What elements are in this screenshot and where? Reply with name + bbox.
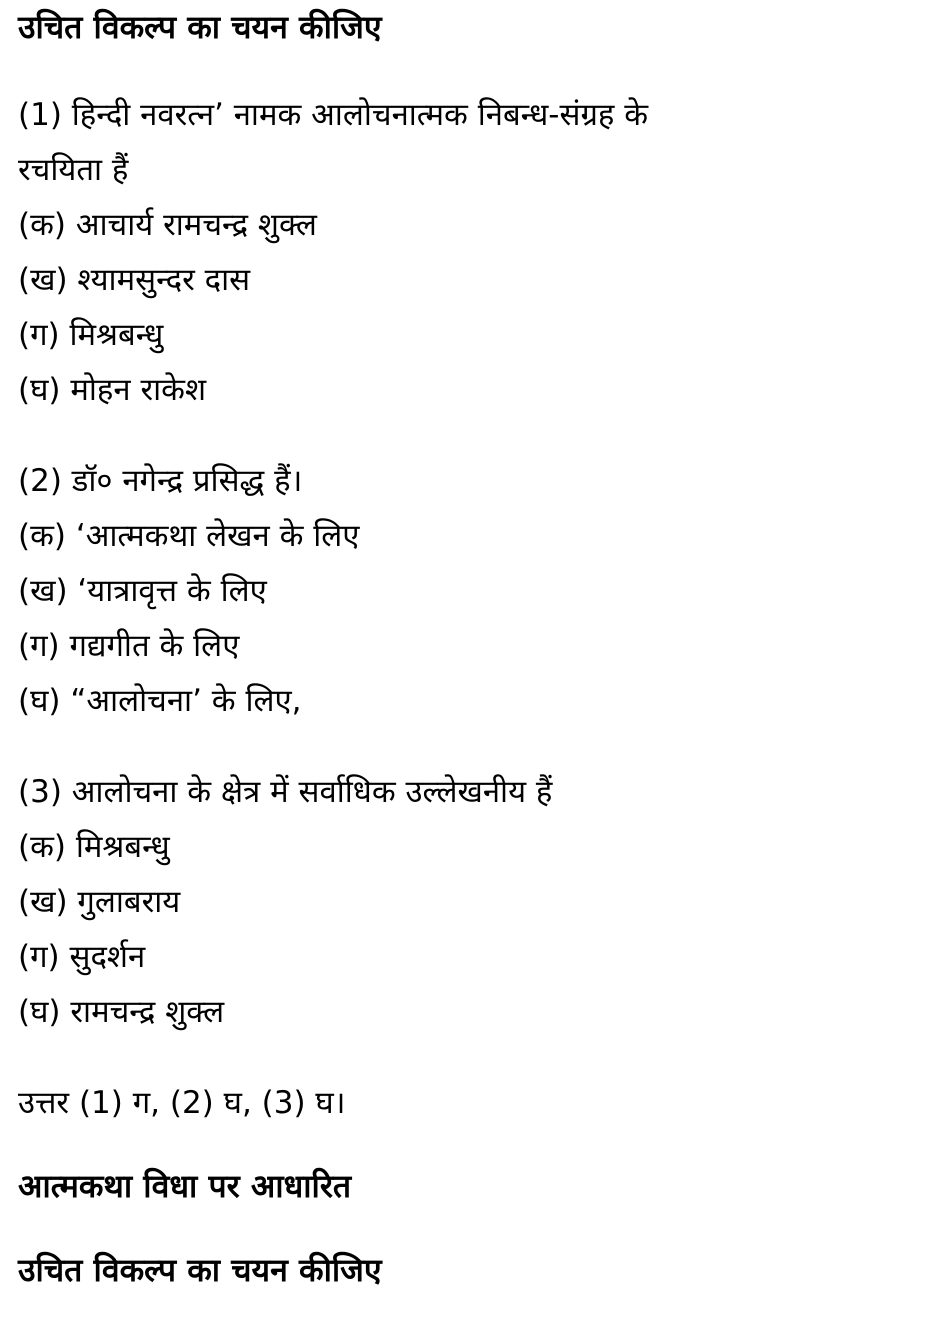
- question-3-option-kha: (ख) गुलाबराय: [18, 884, 181, 920]
- question-2: [18, 454, 930, 729]
- question-1: [18, 88, 930, 418]
- question-3-option-ka: (क) मिश्रबन्धु: [18, 829, 170, 865]
- top-heading: उचित विकल्प का चयन कीजिए: [18, 8, 382, 46]
- question-1-stem-line1: (1) हिन्दी नवरत्न’ नामक आलोचनात्मक निबन्ध-संग्रह के: [18, 97, 649, 133]
- question-3: [18, 765, 930, 1040]
- question-1-option-ga: (ग) मिश्रबन्धु: [18, 317, 164, 353]
- question-1-option-ka: (क) आचार्य रामचन्द्र शुक्ल: [18, 207, 317, 243]
- question-2-option-kha: (ख) ‘यात्रावृत्त के लिए: [18, 573, 267, 609]
- question-3-stem-line1: (3) आलोचना के क्षेत्र में सर्वाधिक उल्लेखनीय हैं: [18, 774, 553, 810]
- question-2-stem-line1: (2) डॉ० नगेन्द्र प्रसिद्ध हैं।: [18, 463, 303, 499]
- section-heading: आत्मकथा विधा पर आधारित: [18, 1167, 352, 1205]
- question-2-option-ga: (ग) गद्यगीत के लिए: [18, 628, 240, 664]
- question-1-option-kha: (ख) श्यामसुन्दर दास: [18, 262, 251, 298]
- question-2-option-ka: (क) ‘आत्मकथा लेखन के लिए: [18, 518, 360, 554]
- question-1-option-gha: (घ) मोहन राकेश: [18, 372, 207, 408]
- question-3-option-gha: (घ) रामचन्द्र शुक्ल: [18, 994, 225, 1030]
- question-3-option-ga: (ग) सुदर्शन: [18, 939, 146, 975]
- answer-line: उत्तर (1) ग, (2) घ, (3) घ।: [18, 1085, 346, 1121]
- bottom-heading: उचित विकल्प का चयन कीजिए: [18, 1251, 382, 1289]
- document-page: [18, 0, 930, 1324]
- question-2-option-gha: (घ) “आलोचना’ के लिए,: [18, 683, 302, 719]
- question-1-stem-line2: रचयिता हैं: [18, 152, 129, 188]
